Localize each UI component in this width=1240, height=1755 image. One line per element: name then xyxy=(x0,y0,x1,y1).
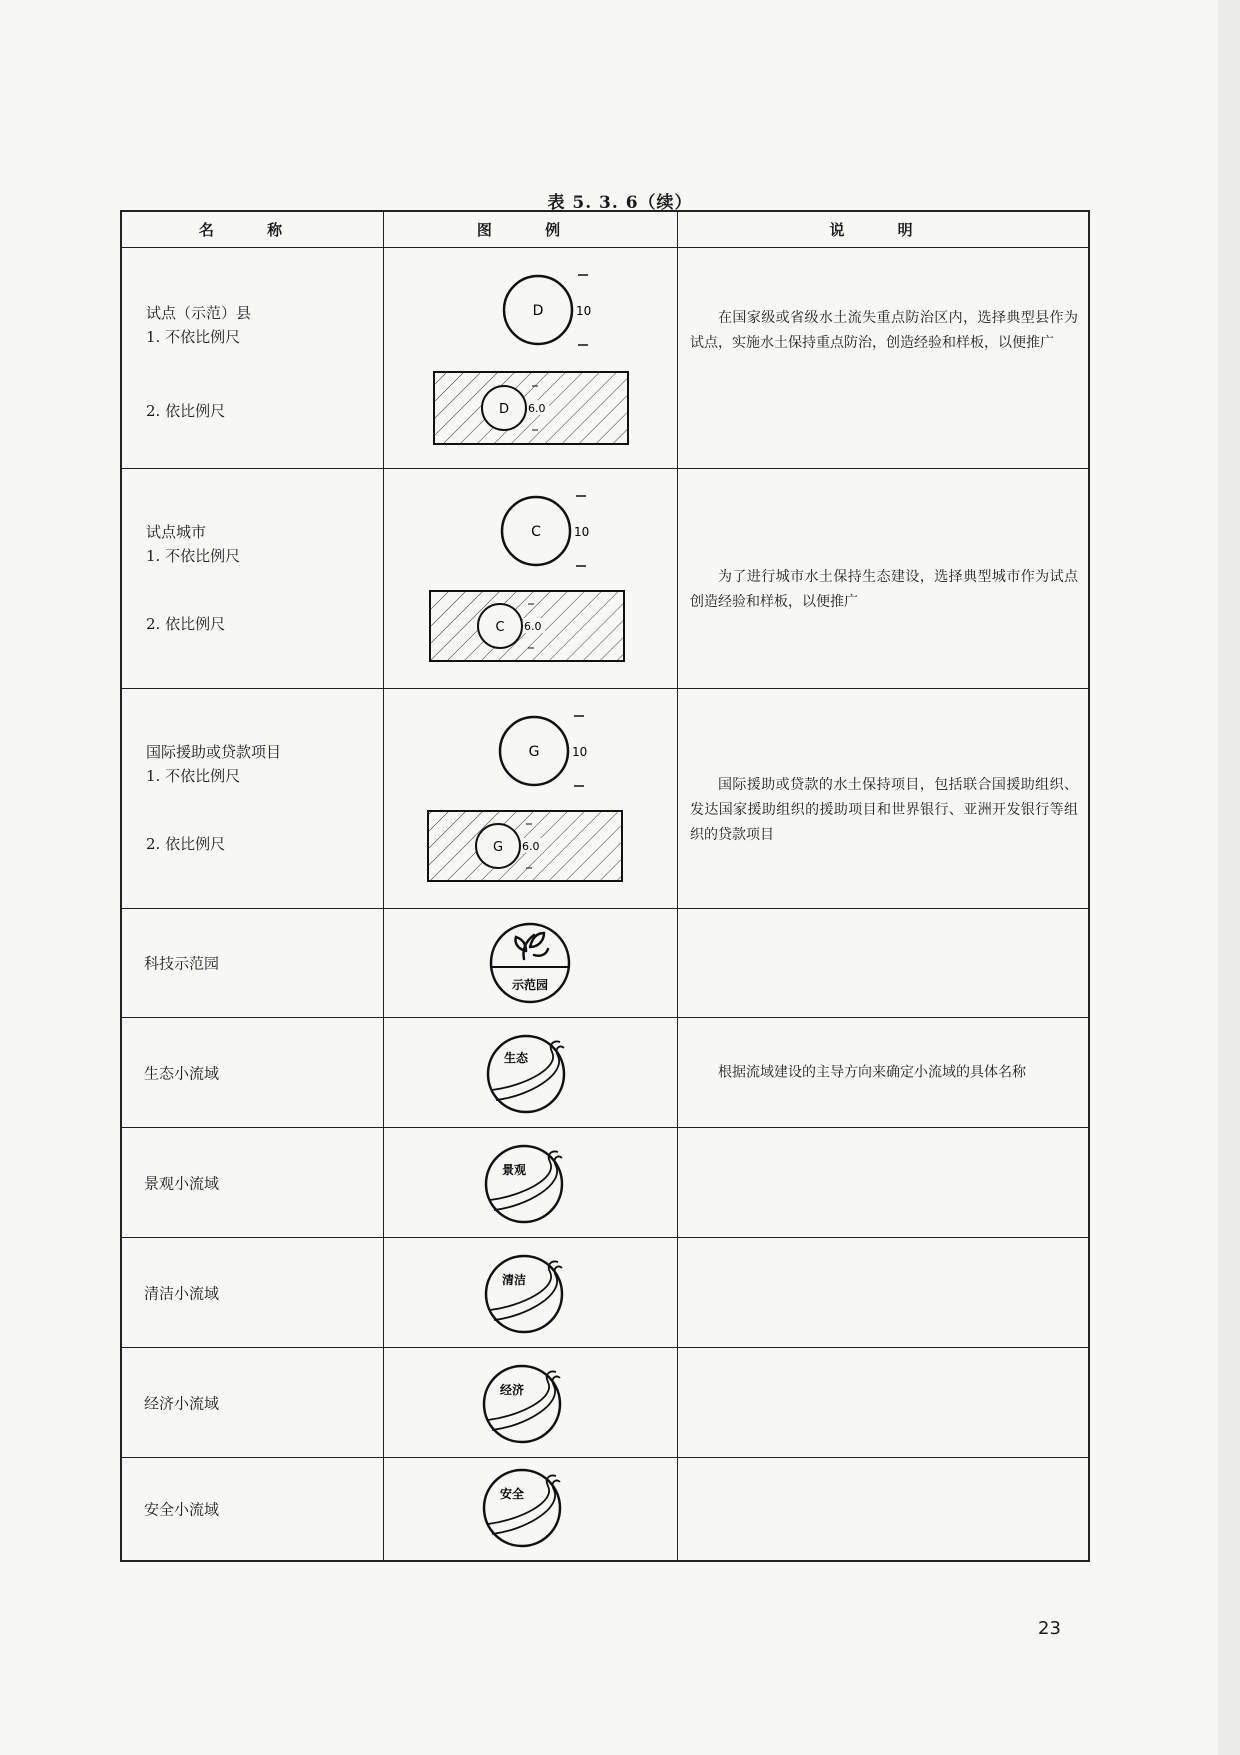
page-edge-shadow xyxy=(1218,0,1240,1755)
watershed-symbol xyxy=(384,1458,676,1560)
row-sub-2: 2. 依比例尺 xyxy=(146,402,226,420)
row-sub-2: 2. 依比例尺 xyxy=(146,835,226,853)
symbol-label: 经济 xyxy=(499,1383,525,1397)
symbol-letter: C xyxy=(495,620,505,635)
row-legend-cell xyxy=(384,1348,678,1457)
row-description-cell xyxy=(678,1458,1088,1560)
row-legend-cell xyxy=(384,1128,678,1237)
row-name: 经济小流域 xyxy=(144,1394,220,1412)
table-row xyxy=(122,1348,1088,1458)
table-row xyxy=(122,1018,1088,1128)
row-name-cell xyxy=(122,909,384,1017)
row-description-cell xyxy=(678,909,1088,1017)
row-name-cell xyxy=(122,689,384,908)
watershed-symbol xyxy=(384,1348,676,1458)
row-sub-2: 2. 依比例尺 xyxy=(146,615,226,633)
row-name: 试点城市 xyxy=(146,523,207,541)
stream-icon xyxy=(490,1151,562,1210)
row-legend-cell xyxy=(384,1018,678,1127)
row-sub-1: 1. 不依比例尺 xyxy=(146,328,241,346)
dimension-label: 6.0 xyxy=(528,402,546,415)
tech-park-symbol xyxy=(384,909,676,1018)
row-legend-cell xyxy=(384,689,678,908)
row-name-cell xyxy=(122,1458,384,1560)
row-name: 景观小流域 xyxy=(144,1174,220,1192)
dimension-label: 6.0 xyxy=(524,620,542,633)
table-row xyxy=(122,248,1088,469)
row-legend-cell xyxy=(384,469,678,688)
header-description: 说 明 xyxy=(829,221,937,239)
row-sub-1: 1. 不依比例尺 xyxy=(146,767,241,785)
symbol-letter: D xyxy=(498,402,510,417)
row-description: 根据流域建设的主导方向来确定小流域的具体名称 xyxy=(718,1064,1026,1080)
row-legend-cell xyxy=(384,909,678,1017)
stream-icon xyxy=(490,1261,562,1320)
row-name: 生态小流域 xyxy=(144,1064,220,1082)
row-legend-cell xyxy=(384,1238,678,1347)
county-symbol xyxy=(384,248,676,469)
symbol-letter: D xyxy=(532,303,544,319)
international-project-symbol xyxy=(384,689,676,909)
table-header xyxy=(122,212,1088,248)
symbol-label: 示范园 xyxy=(511,978,549,992)
dimension-label: 10 xyxy=(576,304,592,318)
symbol-label: 景观 xyxy=(501,1163,527,1177)
dimension-label: 10 xyxy=(574,525,590,539)
table-row xyxy=(122,689,1088,909)
page-number: 23 xyxy=(1038,1618,1061,1639)
legend-table xyxy=(120,210,1090,1562)
header-name: 名 称 xyxy=(122,212,384,247)
symbol-letter: G xyxy=(492,840,504,855)
watershed-symbol xyxy=(384,1128,676,1238)
row-name-cell xyxy=(122,248,384,468)
table-row xyxy=(122,909,1088,1018)
row-description-cell xyxy=(678,1128,1088,1237)
stream-icon xyxy=(488,1475,560,1534)
symbol-letter: C xyxy=(531,524,541,540)
row-description-cell xyxy=(678,248,1088,468)
table-row xyxy=(122,1238,1088,1348)
row-legend-cell xyxy=(384,248,678,468)
row-name: 试点（示范）县 xyxy=(146,304,252,322)
table-row xyxy=(122,1458,1088,1560)
row-name: 清洁小流域 xyxy=(144,1284,220,1302)
symbol-label: 清洁 xyxy=(501,1273,527,1287)
table-row xyxy=(122,1128,1088,1238)
symbol-letter: G xyxy=(528,744,540,760)
row-description: 为了进行城市水土保持生态建设，选择典型城市作为试点创造经验和样板，以便推广 xyxy=(690,569,1078,610)
row-name-cell xyxy=(122,1018,384,1127)
row-description-cell xyxy=(678,1348,1088,1457)
row-description-cell xyxy=(678,469,1088,688)
row-name-cell xyxy=(122,1238,384,1347)
watershed-symbol xyxy=(384,1238,676,1348)
table-title: 表 5. 3. 6（续） xyxy=(547,193,693,213)
row-name-cell xyxy=(122,1128,384,1237)
row-sub-1: 1. 不依比例尺 xyxy=(146,547,241,565)
symbol-label: 安全 xyxy=(499,1487,525,1501)
watershed-symbol xyxy=(384,1018,676,1128)
row-legend-cell xyxy=(384,1458,678,1560)
symbol-label: 生态 xyxy=(503,1051,529,1065)
row-description-cell xyxy=(678,1018,1088,1127)
header-legend: 图 例 xyxy=(384,212,678,247)
row-description-cell xyxy=(678,1238,1088,1347)
row-description: 国际援助或贷款的水土保持项目，包括联合国援助组织、发达国家援助组织的援助项目和世界银行、亚洲开发银行等组织的贷款项目 xyxy=(690,777,1078,843)
city-symbol xyxy=(384,469,676,689)
stream-icon xyxy=(488,1371,560,1430)
row-name: 科技示范园 xyxy=(144,954,220,973)
dimension-label: 10 xyxy=(572,745,588,759)
row-name: 安全小流域 xyxy=(144,1500,220,1519)
row-name-cell xyxy=(122,469,384,688)
row-description-cell xyxy=(678,689,1088,908)
row-description: 在国家级或省级水土流失重点防治区内，选择典型县作为试点，实施水土保持重点防治，创造经验和样板，以便推广 xyxy=(690,310,1078,351)
dimension-label: 6.0 xyxy=(522,840,540,853)
row-name-cell xyxy=(122,1348,384,1457)
sprout-icon xyxy=(515,933,548,959)
table-row xyxy=(122,469,1088,689)
row-name: 国际援助或贷款项目 xyxy=(146,743,282,761)
